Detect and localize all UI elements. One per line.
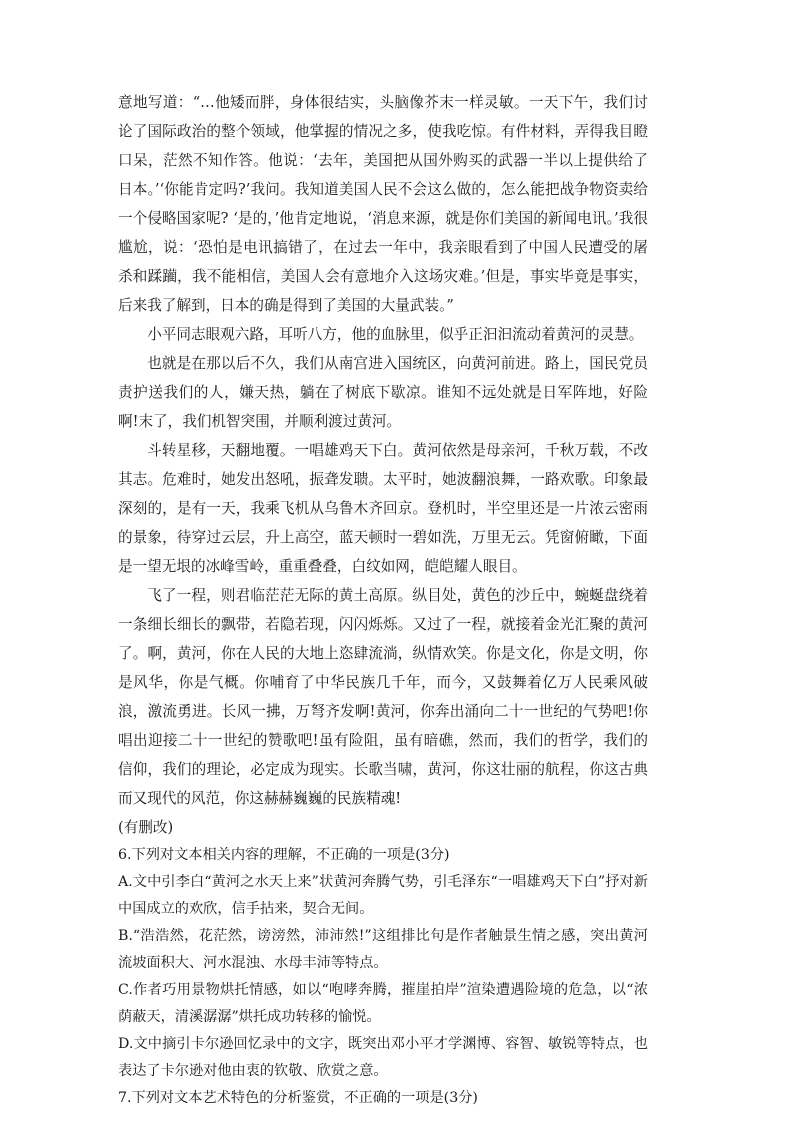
question-6-option-b: B.“浩浩然，花茫然，谤滂然，沛沛然!”这组排比句是作者触景生情之感，突出黄河流坡面积大、河水混浊、水母丰沛等特点。 (118, 928, 648, 971)
passage-paragraph-5: 飞了一程，则君临茫茫无际的黄土高原。纵目处，黄色的沙丘中，蜿蜒盘绕着一条细长细长的飘带，若隐若现，闪闪烁烁。又过了一程，就接着金光汇聚的黄河了。啊，黄河，你在人民的大地上恣肆流淌，纵情欢笑。你是文化，你是文明，你是风华，你是气概。你哺育了中华民族几千年，而今，又鼓舞着亿万人民乘风破浪，激流勇进。长风一拂，万弩齐发啊!黄河，你奔出涌向二十一世纪的气势吧!你唱出迎接二十一世纪的赞歌吧!虽有险阻，虽有暗礁，然而，我们的哲学，我们的信仰，我们的理论，必定成为现实。长歌当啸，黄河，你这壮丽的航程，你这古典而又现代的风范，你这赫赫巍巍的民族精魂! (118, 587, 648, 807)
question-6-option-d: D.文中摘引卡尔逊回忆录中的文字，既突出邓小平才学渊博、容智、敏锐等特点，也表达了卡尔逊对他由衷的钦敬、欣赏之意。 (118, 1036, 648, 1079)
question-6-option-a: A.文中引李白“黄河之水天上来”状黄河奔腾气势，引毛泽东“一唱雄鸡天下白”抒对新中国成立的欢欣，信手拈来，契合无间。 (118, 874, 648, 917)
passage-paragraph-3: 也就是在那以后不久，我们从南宫进入国统区，向黄河前进。路上，国民党员责护送我们的人，嫌天热，躺在了树底下歇凉。谁知不远处就是日军阵地，好险啊!末了，我们机智突围，并顺利渡过黄河。 (118, 355, 648, 430)
question-7-stem: 7.下列对文本艺术特色的分析鉴赏，不正确的一项是(3分) (118, 1090, 478, 1106)
question-6-stem: 6.下列对文本相关内容的理解，不正确的一项是(3分) (118, 847, 450, 863)
question-6-option-c: C.作者巧用景物烘托情感，如以“咆哮奔腾，摧崖拍岸”渲染遭遇险境的危急，以“浓荫蔽天，清溪潺潺”烘托成功转移的愉悦。 (118, 982, 648, 1025)
edit-note: (有删改) (118, 819, 174, 836)
passage-paragraph-2: 小平同志眼观六路，耳听八方，他的血脉里，似乎正汩汩流动着黄河的灵慧。 (147, 326, 644, 343)
passage-paragraph-4: 斗转星移，天翻地覆。一唱雄鸡天下白。黄河依然是母亲河，千秋万载，不改其志。危难时，她发出怒吼，振聋发聩。太平时，她波翻浪舞，一路欢歌。印象最深刻的，是有一天，我乘飞机从乌鲁木齐回京。登机时，半空里还是一片浓云密雨的景象，待穿过云层，升上高空，蓝天顿时一碧如洗，万里无云。凭窗俯瞰，下面是一望无垠的冰峰雪岭，重重叠叠，白纹如网，皑皑耀人眼目。 (118, 442, 648, 575)
passage-paragraph-1: 意地写道：“…他矮而胖，身体很结实，头脑像芥末一样灵敏。一天下午，我们讨论了国际政治的整个领域，他掌握的情况之多，使我吃惊。有件材料，弄得我目瞪口呆，茫然不知作答。他说：‘去年，美国把从国外购买的武器一半以上提供给了日本。’‘你能肯定吗?’我问。我知道美国人民不会这么做的，怎么能把战争物资卖给一个侵略国家呢? ‘是的，’他肯定地说，‘消息来源，就是你们美国的新闻电讯。’我很尴尬，说：‘恐怕是电讯搞错了，在过去一年中，我亲眼看到了中国人民遭受的屠杀和蹂躏，我不能相信，美国人会有意地介入这场灾难。’但是，事实毕竟是事实，后来我了解到，日本的确是得到了美国的大量武装。” (118, 94, 648, 314)
document-page (118, 88, 648, 1112)
